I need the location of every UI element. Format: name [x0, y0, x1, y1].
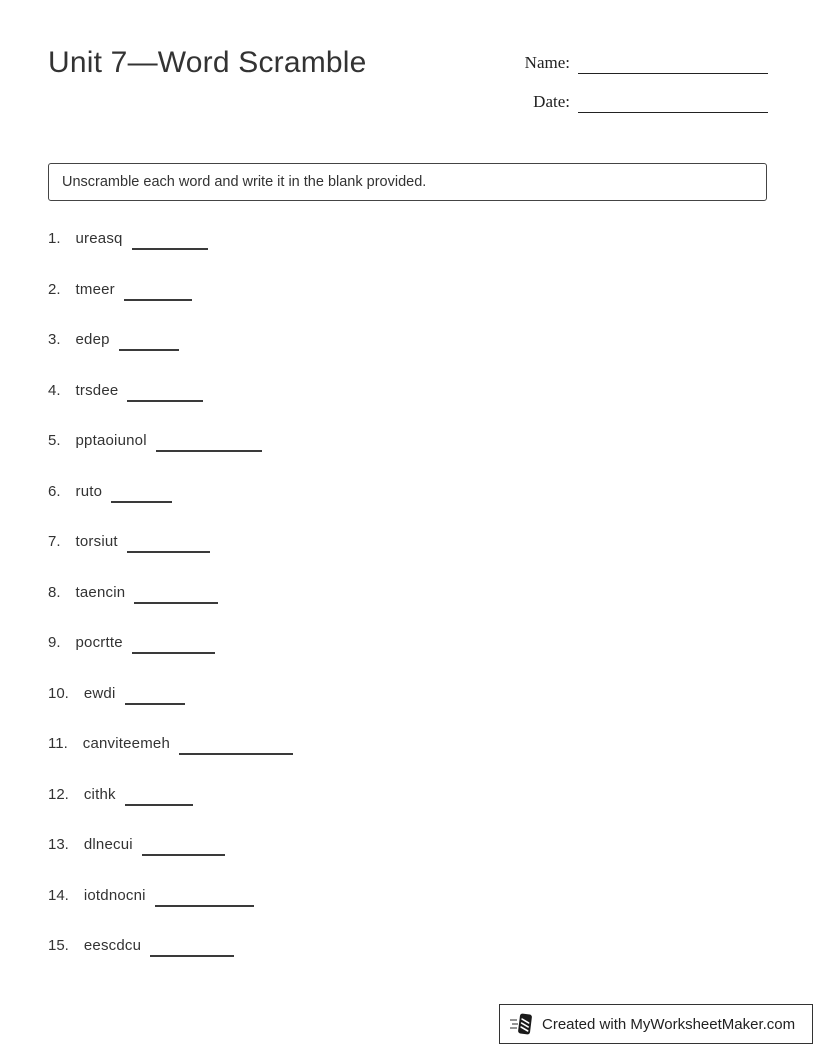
scrambled-word: trsdee	[75, 381, 119, 399]
list-item	[48, 431, 293, 450]
answer-blank[interactable]	[150, 939, 234, 957]
scrambled-word: pptaoiunol	[75, 432, 147, 449]
myworksheetmaker-logo-icon	[509, 1011, 535, 1037]
scrambled-word: taencin	[75, 583, 126, 601]
item-number: 9.	[48, 634, 61, 651]
date-input-line[interactable]	[578, 94, 768, 113]
date-label: Date:	[533, 92, 570, 111]
item-number: 11.	[48, 735, 68, 752]
list-item	[48, 583, 293, 602]
answer-blank[interactable]	[124, 283, 192, 301]
list-item	[48, 734, 293, 753]
item-number: 8.	[48, 583, 61, 601]
item-number: 5.	[48, 432, 61, 449]
list-item	[48, 330, 293, 349]
scrambled-word: cithk	[83, 785, 116, 803]
list-item	[48, 280, 293, 299]
answer-blank[interactable]	[156, 434, 262, 452]
list-item	[48, 886, 293, 905]
scrambled-word: tmeer	[75, 280, 115, 298]
list-item	[48, 835, 293, 854]
list-item	[48, 684, 293, 703]
answer-blank[interactable]	[132, 636, 216, 654]
list-item	[48, 936, 293, 955]
item-number: 15.	[48, 937, 69, 954]
scrambled-word: ewdi	[83, 684, 116, 702]
item-number: 3.	[48, 331, 61, 348]
answer-blank[interactable]	[125, 687, 186, 705]
name-date-block	[525, 52, 768, 130]
credit-text: Created with MyWorksheetMaker.com	[542, 1015, 796, 1033]
item-number: 6.	[48, 482, 61, 500]
date-row	[525, 91, 768, 113]
answer-blank[interactable]	[132, 232, 208, 250]
item-number: 10.	[48, 684, 69, 702]
item-number: 7.	[48, 533, 61, 550]
item-number: 2.	[48, 280, 61, 298]
list-item	[48, 381, 293, 400]
item-number: 14.	[48, 886, 69, 904]
instructions-text: Unscramble each word and write it in the blank provided.	[62, 174, 427, 190]
item-number: 1.	[48, 230, 61, 247]
scrambled-word: eescdcu	[83, 937, 142, 954]
name-row	[525, 52, 768, 74]
page-title: Unit 7—Word Scramble	[48, 46, 367, 79]
list-item	[48, 633, 293, 652]
scrambled-word: dlnecui	[83, 836, 133, 853]
list-item	[48, 482, 293, 501]
scrambled-word: torsiut	[75, 533, 118, 550]
list-item	[48, 785, 293, 804]
scrambled-word: ureasq	[75, 230, 123, 247]
name-label: Name:	[524, 53, 570, 72]
item-number: 13.	[48, 836, 69, 853]
word-list	[48, 229, 293, 987]
scrambled-word: pocrtte	[75, 634, 123, 651]
answer-blank[interactable]	[155, 889, 254, 907]
answer-blank[interactable]	[142, 838, 226, 856]
scrambled-word: edep	[75, 331, 110, 348]
scrambled-word: canviteemeh	[82, 735, 170, 752]
answer-blank[interactable]	[179, 737, 293, 755]
name-input-line[interactable]	[578, 55, 768, 74]
list-item	[48, 532, 293, 551]
list-item	[48, 229, 293, 248]
answer-blank[interactable]	[127, 384, 203, 402]
instructions-box	[48, 163, 767, 201]
answer-blank[interactable]	[134, 586, 218, 604]
answer-blank[interactable]	[119, 333, 180, 351]
item-number: 4.	[48, 381, 61, 399]
item-number: 12.	[48, 785, 69, 803]
answer-blank[interactable]	[125, 788, 193, 806]
answer-blank[interactable]	[127, 535, 211, 553]
scrambled-word: ruto	[75, 482, 103, 500]
scrambled-word: iotdnocni	[83, 886, 146, 904]
answer-blank[interactable]	[111, 485, 172, 503]
credit-badge	[499, 1004, 813, 1044]
